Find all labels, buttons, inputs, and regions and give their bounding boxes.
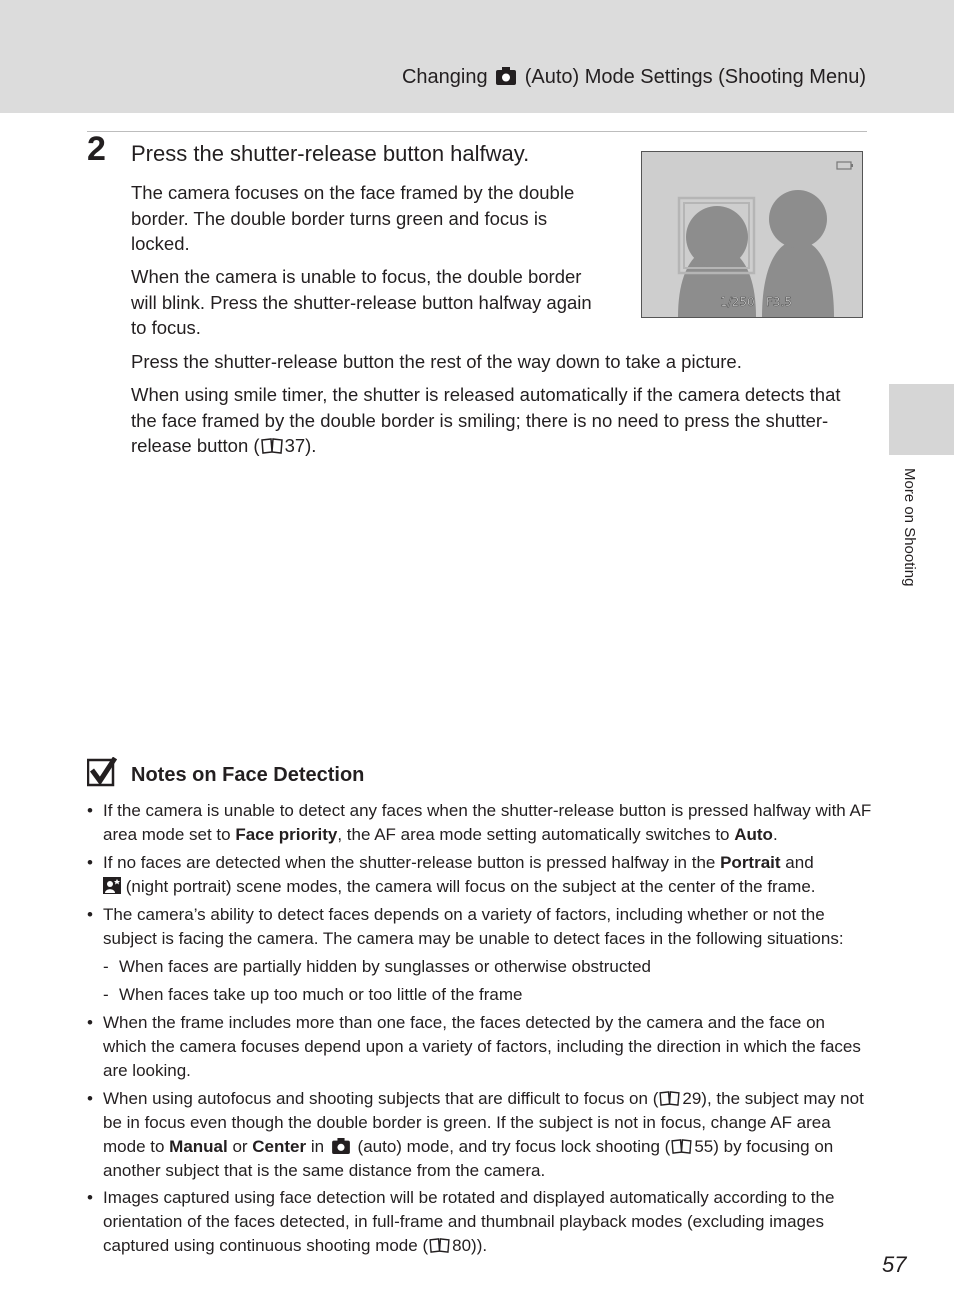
b5-manual: Manual (169, 1137, 228, 1156)
section-divider (87, 131, 867, 132)
b2-text-3: (night portrait) scene modes, the camera will focus on the subject at the center of the frame. (121, 877, 816, 896)
b6-ref: 80 (452, 1236, 472, 1255)
note-bullet-6 (103, 1186, 873, 1258)
aperture-readout: F3.5 (766, 295, 792, 309)
note-bullet-5 (103, 1087, 873, 1183)
shutter-speed-readout: 1/250 (720, 295, 755, 309)
page-header-title (402, 66, 866, 89)
camera-monitor-illustration (641, 151, 863, 318)
b5-text: When using autofocus and shooting subjects that are difficult to focus on ( (103, 1089, 659, 1108)
book-reference-icon (659, 1091, 680, 1106)
p4-text: When using smile timer, the shutter is released automatically if the camera detects that the face framed by the double border is smiling; there is no need to press the shutter-release button ( (131, 384, 841, 456)
b1-text-3: . (772, 825, 778, 844)
header-band (0, 0, 954, 113)
note-dash-1: - When faces are partially hidden by sunglasses or otherwise obstructed (119, 955, 651, 979)
camera-auto-icon (496, 67, 516, 85)
chapter-label: More on Shooting (901, 468, 918, 587)
step-paragraph-3: Press the shutter-release button the rest of the way down to take a picture. (131, 351, 742, 372)
note-bullet-1 (103, 799, 873, 847)
book-reference-icon (671, 1139, 692, 1154)
b5-ref-2: 55 (694, 1137, 714, 1156)
notes-title: Notes on Face Detection (131, 764, 365, 786)
b2-portrait: Portrait (720, 853, 781, 872)
note-bullet-4: • When the frame includes more than one face, the faces detected by the camera and the face on which the camera focuses depend upon a variety of factors, including the direction in which the faces are looking. (103, 1011, 873, 1083)
step-heading: Press the shutter-release button halfway. (131, 141, 530, 166)
book-reference-icon (429, 1238, 450, 1253)
note-bullet-2 (103, 851, 873, 899)
b5-text-5: (auto) mode, and try focus lock shooting ( (352, 1137, 671, 1156)
page-number: 57 (882, 1252, 907, 1277)
b5-center: Center (252, 1137, 307, 1156)
note-bullet-3: • The camera’s ability to detect faces depends on a variety of factors, including whether or not the subject is facing the camera. The camera may be unable to detect faces in the following situations: (103, 903, 873, 951)
face-detection-scene (642, 152, 862, 317)
b1-face-priority: Face priority (235, 825, 338, 844)
night-portrait-icon (103, 877, 121, 894)
b1-text: If the camera is unable to detect any faces when the shutter-release button is pressed halfway with AF area mode set to (103, 801, 872, 844)
step-paragraph-4 (131, 382, 866, 459)
header-prefix: Changing (401, 66, 488, 88)
b6-text: Images captured using face detection will be rotated and displayed automatically according to the orientation of the faces detected, in full-frame and thumbnail playback modes (excluding images captured using continuous shooting mode ( (103, 1188, 835, 1255)
b2-text: If no faces are detected when the shutter-release button is pressed halfway in the (103, 853, 721, 872)
person-left-head (686, 206, 748, 268)
b6-text-2: )). (471, 1236, 488, 1255)
p4-text-end: ). (305, 435, 317, 456)
camera-auto-icon (332, 1138, 350, 1154)
step-paragraph-1: The camera focuses on the face framed by the double border. The double border turns green and focus is locked. (131, 182, 575, 254)
b5-text-6: ) by focusing on another subject that is the same distance from the camera. (103, 1137, 834, 1180)
header-suffix: (Auto) Mode Settings (Shooting Menu) (524, 66, 866, 88)
b1-text-2: , the AF area mode setting automatically switches to (337, 825, 735, 844)
p4-ref: 37 (284, 435, 306, 456)
b5-text-3: or (227, 1137, 253, 1156)
b5-text-4: in (306, 1137, 329, 1156)
note-dash-2: - When faces take up too much or too little of the frame (119, 983, 522, 1007)
b5-text-2: ), the subject may not be in focus even though the double border is green. If the subject is not in focus, change AF area mode to (103, 1089, 864, 1156)
b1-auto: Auto (734, 825, 773, 844)
chapter-tab (889, 384, 954, 455)
person-right-head (769, 190, 827, 248)
b2-text-2: and (780, 853, 814, 872)
b5-ref-1: 29 (682, 1089, 702, 1108)
check-note-icon (87, 757, 117, 787)
book-reference-icon (261, 438, 283, 454)
step-paragraph-2: When the camera is unable to focus, the double border will blink. Press the shutter-release button halfway again to focus. (131, 266, 592, 338)
step-number: 2 (87, 130, 106, 168)
